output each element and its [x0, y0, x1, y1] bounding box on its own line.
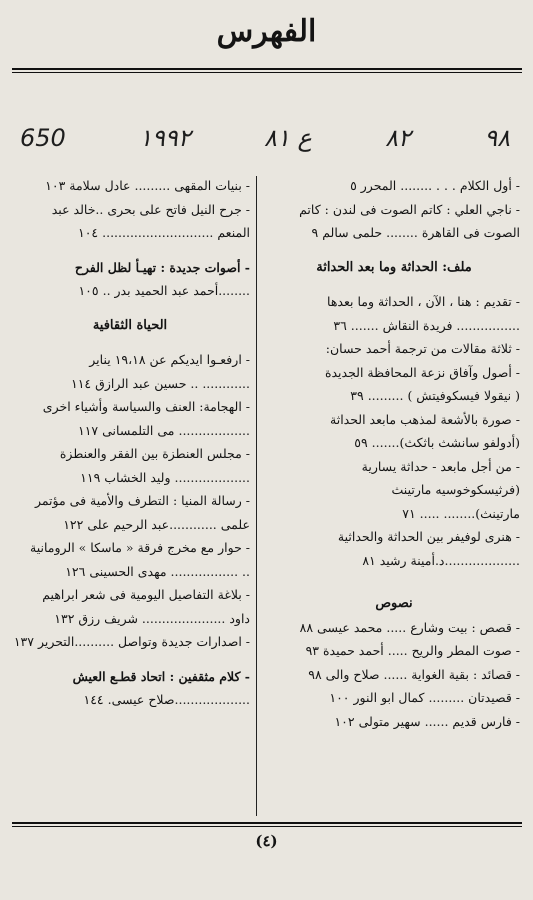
- toc-entry: - اصدارات جديدة وتواصل ..........التحرير ١٣٧: [13, 634, 250, 649]
- toc-entry: .................. مى التلمسانى ١١٧: [78, 422, 250, 438]
- toc-entry: - أصوات جديدة : تهيـأ لظل الفرح: [74, 259, 250, 275]
- toc-entry: .. ................. مهدى الحسينى ١٢٦: [65, 563, 250, 579]
- toc-entry: ...................د.أمينة رشيد ٨١: [362, 552, 520, 568]
- section-heading: الحياة الثقافية: [92, 317, 168, 333]
- toc-entry: - كلام مثقفين : اتحاد قطـع العيش: [72, 668, 250, 684]
- toc-entry: ( نيقولا فيسكوفيتش ) ......... ٣٩: [350, 388, 520, 403]
- handwritten-note: ١٩٩٢: [139, 124, 191, 152]
- handwritten-notes: [20, 120, 510, 156]
- toc-entry: - قصيدتان ......... كمال ابو النور ١٠٠: [329, 690, 520, 705]
- toc-entry: - ناجي العلي : كاتم الصوت فى لندن : كاتم: [299, 201, 520, 217]
- top-rule: [12, 68, 522, 70]
- toc-entry: - فارس قديم ...... سهير متولى ١٠٢: [334, 713, 520, 729]
- toc-entry: ............ .. حسين عبد الرازق ١١٤: [71, 375, 250, 391]
- toc-entry: - بلاغة التفاصيل اليومية فى شعر ابراهيم: [42, 587, 250, 602]
- toc-entry: ................ فريدة النقاش ....... ٣٦: [333, 317, 520, 333]
- toc-entry: ...................صلاح عيسى. ١٤٤: [83, 692, 250, 707]
- bottom-rule-thin: [12, 826, 522, 827]
- toc-entry: - بنيات المقهى ......... عادل سلامة ١٠٣: [45, 178, 250, 193]
- toc-entry: - ارفعـوا ايديكم عن ١٩،١٨ يناير: [89, 352, 250, 367]
- handwritten-note: ٨٢: [385, 124, 411, 152]
- toc-entry: - أصول وآفاق نزعة المحافظة الجديدة: [324, 364, 520, 380]
- handwritten-note: ٩٨: [484, 124, 510, 152]
- column-divider: [256, 176, 257, 816]
- toc-entry: - صوت المطر والريح ..... أحمد حميدة ٩٣: [305, 643, 520, 658]
- page-title: الفهرس: [216, 14, 317, 49]
- toc-entry: (فرثيسكوخوسيه مارتينث: [391, 482, 520, 497]
- toc-entry: - قصائد : بقية الغواية ...... صلاح والى ٩٨: [308, 666, 520, 682]
- section-heading: ملف: الحداثة وما بعد الحداثة: [316, 259, 472, 275]
- toc-entry: - هنرى لوفيفر بين الحداثة والحداثية: [337, 529, 520, 544]
- toc-entry: داود ..................... شريف رزق ١٣٢: [54, 610, 250, 626]
- toc-entry: - أول الكلام . . . ........ المحرر ٥: [350, 178, 520, 193]
- right-column: [268, 174, 520, 733]
- toc-entry: - رسالة المنيا : التطرف والأمية فى مؤتمر: [34, 493, 250, 508]
- toc-entry: - مجلس العنطزة بين الفقر والعنطزة: [59, 446, 250, 461]
- toc-entry: - صورة بالأشعة لمذهب مابعد الحداثة: [330, 411, 520, 427]
- bottom-rule: [12, 822, 522, 824]
- section-heading: نصوص: [375, 596, 413, 611]
- left-column: [10, 174, 250, 712]
- toc-entry: - جرح النيل فاتح على بحرى ..خالد عبد: [51, 201, 250, 217]
- toc-entry: المنعم ............................ ١٠٤: [78, 225, 250, 240]
- toc-entry: - من أجل مابعد - حداثة يسارية: [361, 458, 520, 474]
- toc-entry: - حوار مع مخرج فرقة « ماسكا » الرومانية: [30, 540, 250, 555]
- toc-entry: الصوت فى القاهرة ........ حلمى سالم ٩: [311, 225, 520, 240]
- page-number: (٤): [255, 832, 278, 850]
- top-rule-thin: [12, 72, 522, 73]
- toc-entry: - قصص : بيت وشارع ..... محمد عيسى ٨٨: [299, 619, 520, 635]
- toc-entry: ................... وليد الخشاب ١١٩: [80, 469, 250, 485]
- handwritten-note: ع ٨١: [264, 124, 312, 152]
- handwritten-note: 650: [20, 124, 66, 152]
- toc-entry: (أدولفو سانشث باثكث)....... ٥٩: [354, 435, 520, 450]
- toc-entry: مارتينث)........ ..... ٧١: [402, 505, 520, 521]
- toc-entry: ........أحمد عبد الحميد بدر .. ١٠٥: [78, 283, 250, 298]
- toc-entry: - تقديم : هنا ، الآن ، الحداثة وما بعدها: [327, 294, 520, 309]
- toc-entry: - الهجامة: العنف والسياسة وأشياء اخرى: [42, 399, 250, 414]
- toc-entry: علمى ............عبد الرحيم على ١٢٢: [63, 516, 250, 532]
- toc-entry: - ثلاثة مقالات من ترجمة أحمد حسان:: [325, 341, 520, 356]
